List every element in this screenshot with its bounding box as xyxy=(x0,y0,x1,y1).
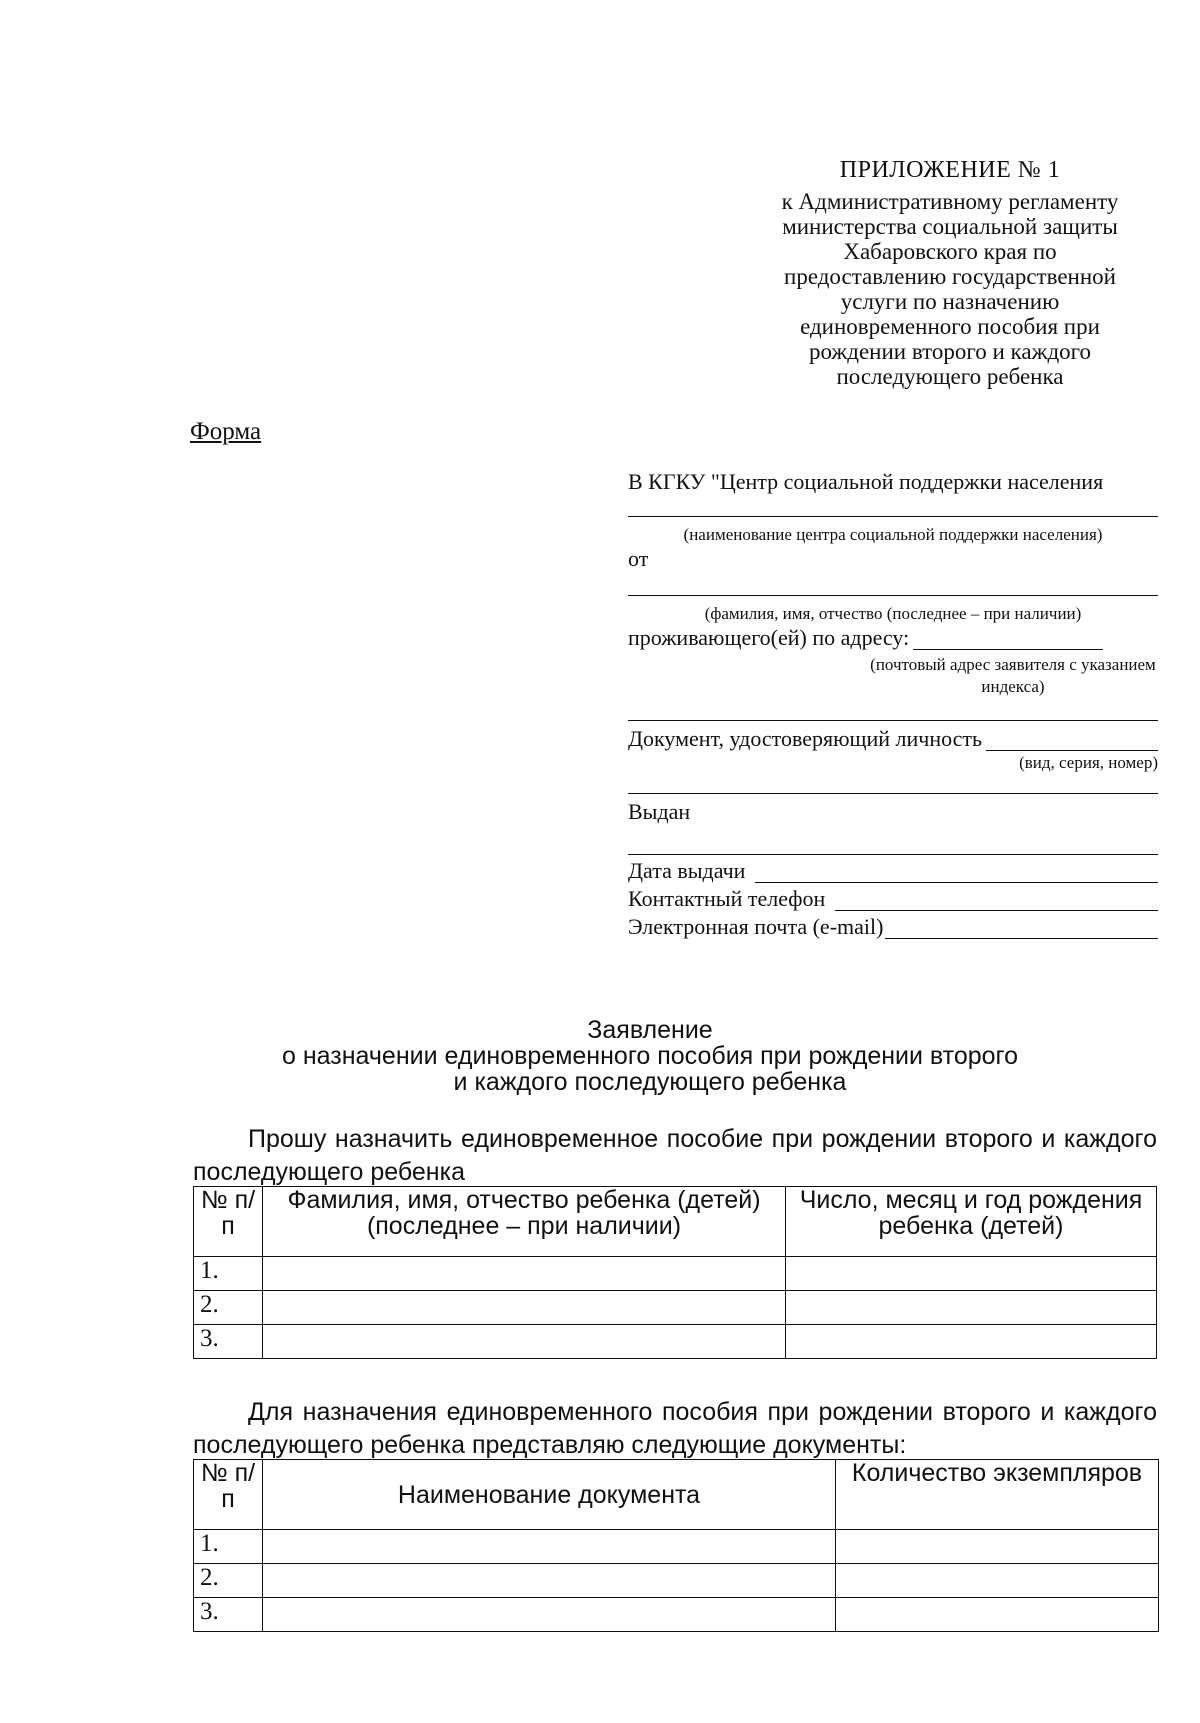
table-header-row xyxy=(194,1187,1157,1257)
issue-date-label: Дата выдачи xyxy=(628,858,746,883)
table-row xyxy=(194,1257,1157,1291)
phone-field[interactable] xyxy=(835,890,1158,911)
birth-date-cell[interactable] xyxy=(786,1325,1157,1359)
table-row xyxy=(194,1598,1159,1632)
documents-table xyxy=(193,1459,1159,1632)
appendix-line: предоставлению государственной xyxy=(784,264,1116,289)
child-name-cell[interactable] xyxy=(263,1257,786,1291)
appendix-line: услуги по назначению xyxy=(840,289,1060,314)
appendix-line: к Административному регламенту xyxy=(781,189,1119,214)
from-label: от xyxy=(628,546,649,571)
email-field[interactable] xyxy=(885,918,1158,939)
table-row xyxy=(194,1530,1159,1564)
col-number-header: № п/п xyxy=(194,1460,263,1530)
appendix-line: единовременного пособия при xyxy=(800,314,1100,339)
row-number: 1. xyxy=(194,1257,263,1291)
document-name-cell[interactable] xyxy=(263,1530,836,1564)
row-number: 2. xyxy=(194,1564,263,1598)
phone-row xyxy=(628,887,1158,911)
address-row xyxy=(628,626,1158,650)
col-child-name-header: Фамилия, имя, отчество ребенка (детей) (последнее – при наличии) xyxy=(263,1187,786,1257)
recipient-org: В КГКУ "Центр социальной поддержки населения xyxy=(628,469,1104,494)
id-doc-row xyxy=(628,727,1158,751)
statement-subtitle: и каждого последующего ребенка xyxy=(453,1068,847,1096)
appendix-line: рождении второго и каждого xyxy=(808,339,1092,364)
recipient-org-field[interactable] xyxy=(628,494,1158,517)
birth-date-cell[interactable] xyxy=(786,1291,1157,1325)
address-label: проживающего(ей) по адресу: xyxy=(628,625,910,650)
appendix-block xyxy=(770,158,1130,389)
request-text: Прошу назначить единовременное пособие при рождении второго и каждого последующего ребенка xyxy=(193,1125,1157,1186)
table-row xyxy=(194,1291,1157,1325)
copies-cell[interactable] xyxy=(836,1564,1159,1598)
col-document-name-header: Наименование документа xyxy=(263,1460,836,1530)
col-birth-date-header: Число, месяц и год рождения ребенка (детей) xyxy=(786,1187,1157,1257)
id-doc-hint: (вид, серия, номер) xyxy=(1019,753,1158,772)
row-number: 2. xyxy=(194,1291,263,1325)
documents-paragraph xyxy=(193,1396,1157,1462)
statement-heading xyxy=(200,1017,1100,1095)
request-paragraph xyxy=(193,1123,1157,1189)
email-label: Электронная почта (e-mail) xyxy=(628,914,884,939)
id-doc-field[interactable] xyxy=(986,730,1158,751)
col-number-header: № п/п xyxy=(194,1187,263,1257)
email-row xyxy=(628,915,1158,939)
id-doc-field-2[interactable] xyxy=(628,775,1158,794)
col-copies-header: Количество экземпляров xyxy=(836,1460,1159,1530)
form-label: Форма xyxy=(190,418,262,445)
row-number: 1. xyxy=(194,1530,263,1564)
addressee-block xyxy=(628,470,1158,939)
row-number: 3. xyxy=(194,1325,263,1359)
issue-date-field[interactable] xyxy=(755,862,1158,883)
child-name-cell[interactable] xyxy=(263,1291,786,1325)
appendix-line: последующего ребенка xyxy=(836,364,1064,389)
issue-date-row xyxy=(628,859,1158,883)
document-name-cell[interactable] xyxy=(263,1564,836,1598)
address-field[interactable] xyxy=(913,629,1103,650)
appendix-line: министерства социальной защиты xyxy=(782,214,1118,239)
copies-cell[interactable] xyxy=(836,1598,1159,1632)
copies-cell[interactable] xyxy=(836,1530,1159,1564)
child-name-cell[interactable] xyxy=(263,1325,786,1359)
statement-subtitle: о назначении единовременного пособия при рождении второго xyxy=(282,1042,1018,1070)
table-header-row xyxy=(194,1460,1159,1530)
children-table xyxy=(193,1186,1157,1359)
appendix-line: Хабаровского края по xyxy=(843,239,1057,264)
id-doc-label: Документ, удостоверяющий личность xyxy=(628,726,983,751)
issued-field[interactable] xyxy=(628,824,1158,855)
table-row xyxy=(194,1564,1159,1598)
applicant-name-field[interactable] xyxy=(628,571,1158,596)
document-name-cell[interactable] xyxy=(263,1598,836,1632)
statement-title: Заявление xyxy=(587,1016,713,1044)
appendix-title: ПРИЛОЖЕНИЕ № 1 xyxy=(839,157,1061,183)
address-hint: (почтовый адрес заявителя с указанием индекса) xyxy=(870,655,1156,696)
address-field-2[interactable] xyxy=(628,702,1158,721)
table-row xyxy=(194,1325,1157,1359)
applicant-name-hint: (фамилия, имя, отчество (последнее – при наличии) xyxy=(704,604,1082,623)
phone-label: Контактный телефон xyxy=(628,886,826,911)
birth-date-cell[interactable] xyxy=(786,1257,1157,1291)
documents-text: Для назначения единовременного пособия при рождении второго и каждого последующего ребенка представляю следующие документы: xyxy=(193,1398,1157,1459)
recipient-org-hint: (наименование центра социальной поддержки населения) xyxy=(683,525,1103,544)
issued-label: Выдан xyxy=(628,799,691,824)
row-number: 3. xyxy=(194,1598,263,1632)
